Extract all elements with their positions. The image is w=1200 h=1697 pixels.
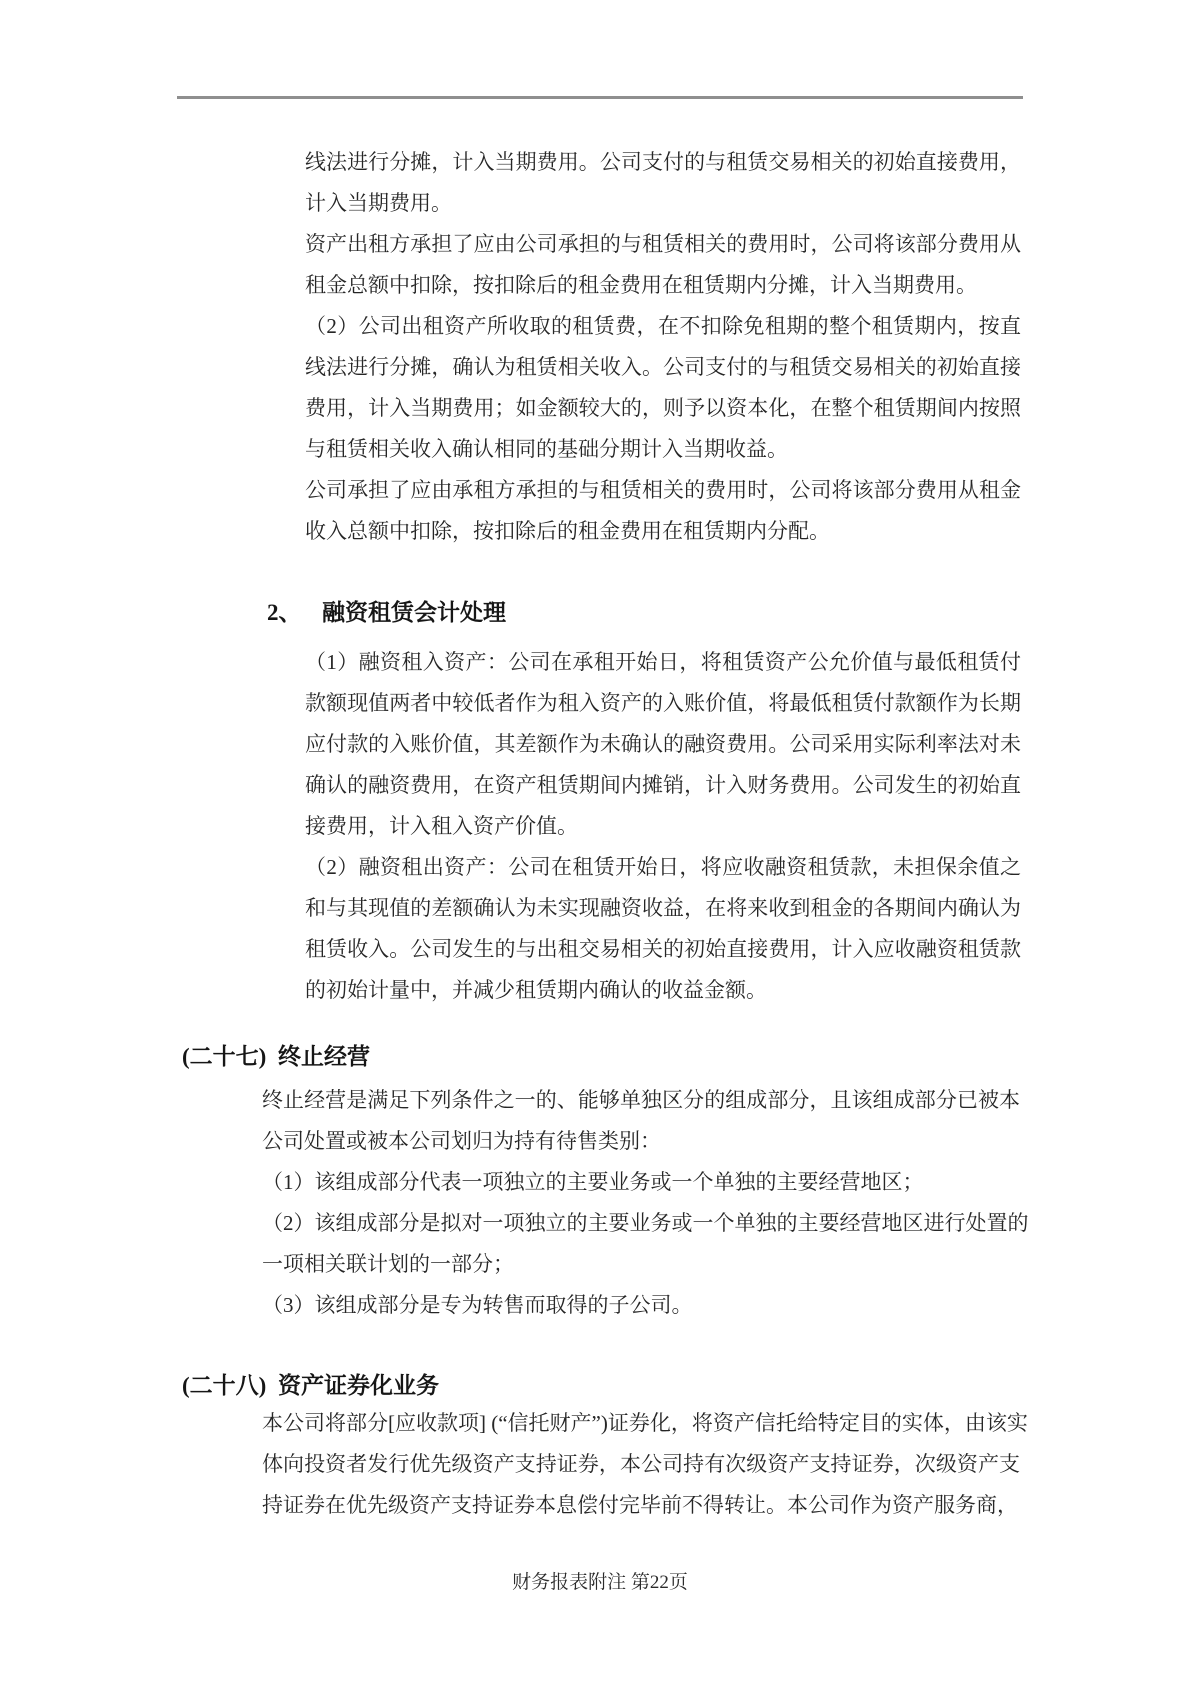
paragraph bbox=[262, 1285, 1020, 1326]
text-line: 与租赁相关收入确认相同的基础分期计入当期收益。 bbox=[305, 437, 788, 461]
header-divider bbox=[177, 96, 1023, 99]
page-footer: 财务报表附注 第22页 bbox=[512, 1572, 688, 1593]
text-line: （2）融资租出资产：公司在租赁开始日，将应收融资租赁款，未担保余值之 bbox=[305, 855, 1021, 879]
text-line: 收入总额中扣除，按扣除后的租金费用在租赁期内分配。 bbox=[305, 519, 830, 543]
section-operating-lease-continuation bbox=[305, 142, 1021, 552]
paragraph bbox=[305, 142, 1021, 224]
text-line: 计入当期费用。 bbox=[305, 191, 452, 215]
heading-title: 资产证券化业务 bbox=[278, 1373, 439, 1398]
text-line: 费用，计入当期费用；如金额较大的，则予以资本化，在整个租赁期间内按照 bbox=[305, 396, 1021, 420]
text-line: 公司处置或被本公司划归为持有待售类别： bbox=[262, 1129, 661, 1153]
paragraph bbox=[305, 847, 1021, 1011]
text-line: 终止经营是满足下列条件之一的、能够单独区分的组成部分，且该组成部分已被本 bbox=[262, 1088, 1020, 1112]
paragraph bbox=[305, 306, 1021, 470]
section-discontinued-operations-body bbox=[262, 1080, 1029, 1326]
text-line: 接费用，计入租入资产价值。 bbox=[305, 814, 578, 838]
text-line: （1）该组成部分代表一项独立的主要业务或一个单独的主要经营地区； bbox=[262, 1170, 924, 1194]
text-line: 线法进行分摊，确认为租赁相关收入。公司支付的与租赁交易相关的初始直接 bbox=[305, 355, 1021, 379]
heading-finance-lease bbox=[267, 598, 506, 628]
text-line: 的初始计量中，并减少租赁期内确认的收益金额。 bbox=[305, 978, 767, 1002]
text-line: 和与其现值的差额确认为未实现融资收益，在将来收到租金的各期间内确认为 bbox=[305, 896, 1021, 920]
text-line: 一项相关联计划的一部分； bbox=[262, 1252, 514, 1276]
paragraph bbox=[305, 470, 1021, 552]
heading-number: (二十七) bbox=[182, 1044, 267, 1069]
text-line: 体向投资者发行优先级资产支持证券，本公司持有次级资产支持证券，次级资产支 bbox=[262, 1452, 1020, 1476]
heading-number: 2、 bbox=[267, 600, 302, 625]
text-line: （2）公司出租资产所收取的租赁费，在不扣除免租期的整个租赁期内，按直 bbox=[305, 314, 1021, 338]
paragraph bbox=[262, 1403, 1028, 1526]
heading-asset-securitization bbox=[182, 1371, 439, 1401]
paragraph bbox=[262, 1080, 1020, 1162]
text-line: （3）该组成部分是专为转售而取得的子公司。 bbox=[262, 1293, 693, 1317]
text-line: 本公司将部分[应收款项] (“信托财产”)证券化，将资产信托给特定目的实体，由该实 bbox=[262, 1411, 1028, 1435]
heading-discontinued-operations bbox=[182, 1042, 370, 1072]
text-line: （2）该组成部分是拟对一项独立的主要业务或一个单独的主要经营地区进行处置的 bbox=[262, 1211, 1029, 1235]
heading-number: (二十八) bbox=[182, 1373, 267, 1398]
text-line: 资产出租方承担了应由公司承担的与租赁相关的费用时，公司将该部分费用从 bbox=[305, 232, 1021, 256]
heading-title: 终止经营 bbox=[278, 1044, 370, 1069]
text-line: 公司承担了应由承租方承担的与租赁相关的费用时，公司将该部分费用从租金 bbox=[305, 478, 1021, 502]
text-line: （1）融资租入资产：公司在承租开始日，将租赁资产公允价值与最低租赁付 bbox=[305, 650, 1021, 674]
heading-title: 融资租赁会计处理 bbox=[322, 600, 506, 625]
section-asset-securitization-body bbox=[262, 1403, 1028, 1526]
text-line: 确认的融资费用，在资产租赁期间内摊销，计入财务费用。公司发生的初始直 bbox=[305, 773, 1021, 797]
text-line: 线法进行分摊，计入当期费用。公司支付的与租赁交易相关的初始直接费用， bbox=[305, 150, 1021, 174]
paragraph bbox=[262, 1203, 1029, 1285]
text-line: 应付款的入账价值，其差额作为未确认的融资费用。公司采用实际利率法对未 bbox=[305, 732, 1021, 756]
text-line: 持证券在优先级资产支持证券本息偿付完毕前不得转让。本公司作为资产服务商， bbox=[262, 1493, 1018, 1517]
text-line: 租赁收入。公司发生的与出租交易相关的初始直接费用，计入应收融资租赁款 bbox=[305, 937, 1021, 961]
text-line: 租金总额中扣除，按扣除后的租金费用在租赁期内分摊，计入当期费用。 bbox=[305, 273, 977, 297]
paragraph bbox=[305, 642, 1021, 847]
paragraph bbox=[305, 224, 1021, 306]
section-finance-lease-body bbox=[305, 642, 1021, 1011]
paragraph bbox=[262, 1162, 1020, 1203]
text-line: 款额现值两者中较低者作为租入资产的入账价值，将最低租赁付款额作为长期 bbox=[305, 691, 1021, 715]
